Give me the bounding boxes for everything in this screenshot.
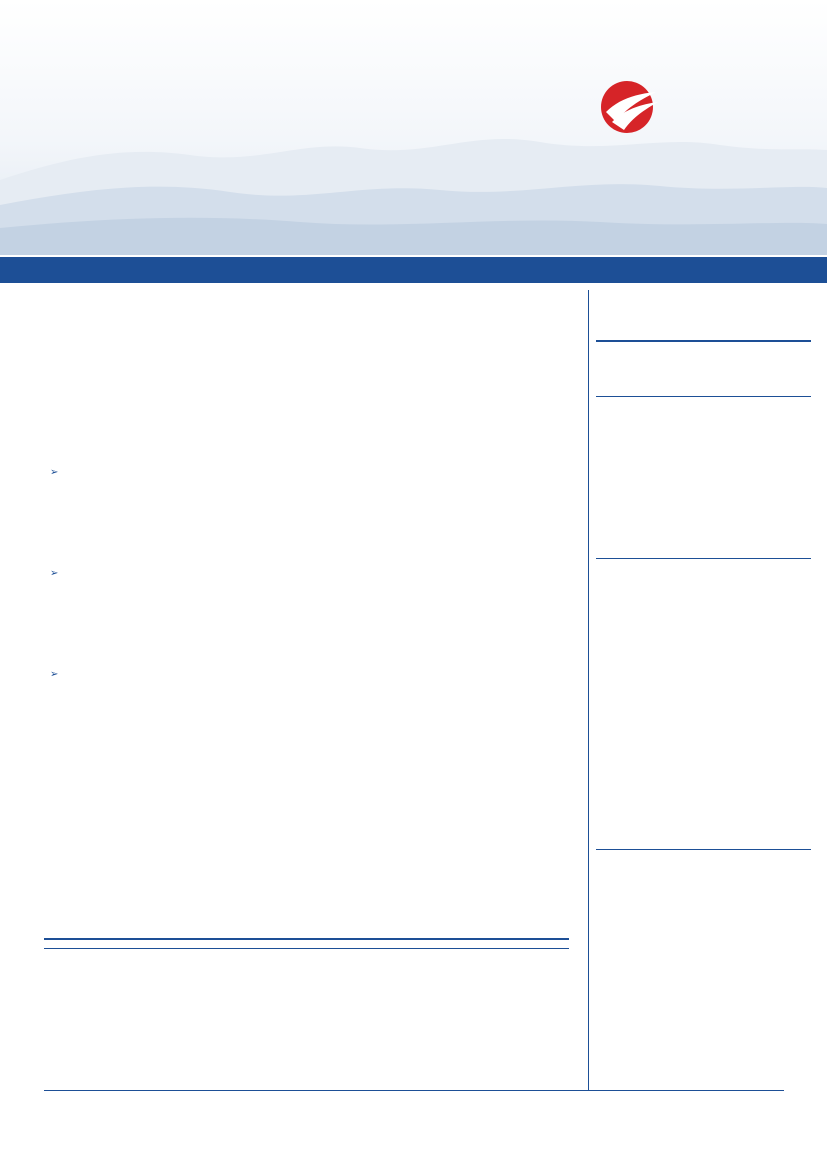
arrow-icon: ➢ <box>50 568 59 579</box>
col-rating <box>525 940 569 949</box>
header-bar <box>0 257 827 283</box>
trend-chart <box>596 402 814 542</box>
arrow-icon: ➢ <box>50 467 59 478</box>
header-background <box>0 0 827 255</box>
mountain-background <box>0 120 827 255</box>
financial-table <box>44 940 569 949</box>
col-company <box>88 940 132 949</box>
year-header <box>350 944 394 949</box>
year-header <box>482 944 526 949</box>
sidebar-rule <box>596 558 811 559</box>
sidebar-rule <box>596 340 811 342</box>
year-header <box>307 944 351 949</box>
sidebar-rule <box>596 396 811 397</box>
footer-rule <box>44 1090 784 1091</box>
year-header <box>438 944 482 949</box>
minsheng-logo-icon <box>600 78 662 136</box>
col-price-date <box>132 944 176 949</box>
year-header <box>263 944 307 949</box>
arrow-icon: ➢ <box>50 669 59 680</box>
col-code <box>44 940 88 949</box>
year-header <box>175 944 219 949</box>
year-header <box>219 944 263 949</box>
sidebar-rule <box>596 849 811 850</box>
column-divider <box>588 290 589 1090</box>
year-header <box>394 944 438 949</box>
